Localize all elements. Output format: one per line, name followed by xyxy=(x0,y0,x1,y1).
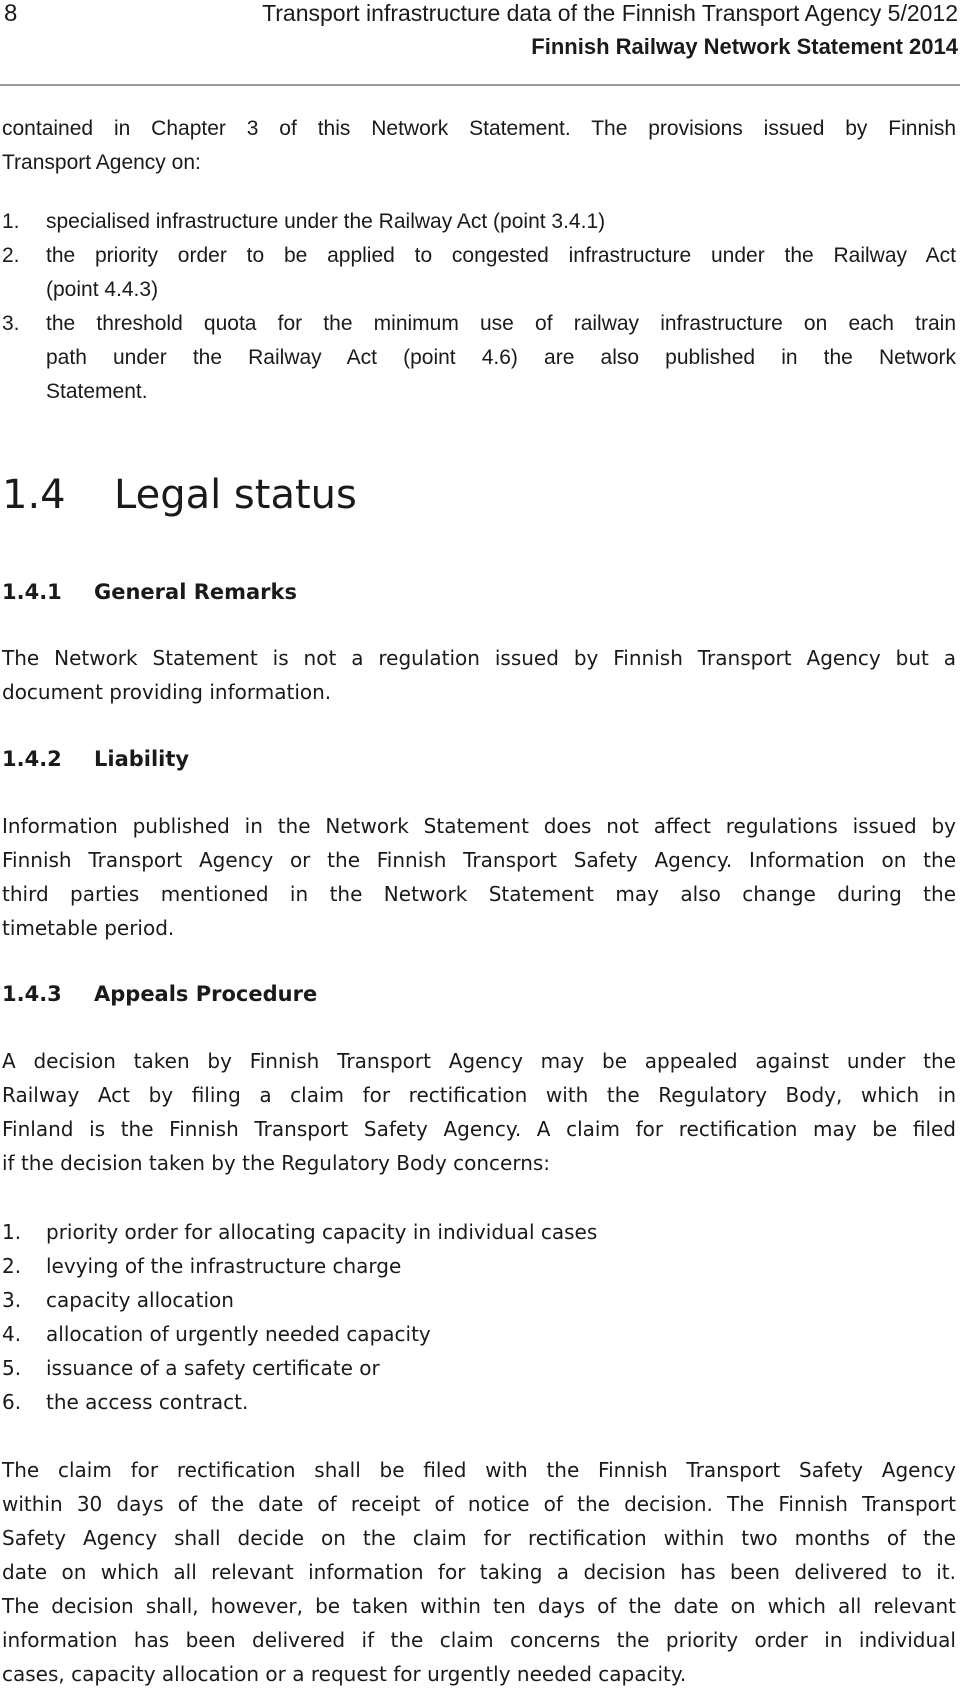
text-line: The Network Statement is not a regulation issued by Finnish Transport Agency but a xyxy=(2,646,956,670)
list-number: 2. xyxy=(2,1254,22,1278)
appeals-closing-paragraph xyxy=(2,1453,956,1691)
text-line: information has been delivered if the claim concerns the priority order in individual xyxy=(2,1628,956,1652)
subsection-number: 1.4.2 xyxy=(2,747,62,771)
text-line: Information published in the Network Statement does not affect regulations issued by xyxy=(2,814,956,838)
list-text: Statement. xyxy=(46,380,148,403)
appeals-paragraph xyxy=(2,1044,956,1180)
publication-title: Transport infrastructure data of the Finnish Transport Agency 5/2012 xyxy=(262,0,958,26)
subsection-title: Appeals Procedure xyxy=(94,982,318,1006)
text-line: Transport Agency on: xyxy=(2,151,201,174)
intro-paragraph xyxy=(2,112,956,180)
list-number: 1. xyxy=(2,210,20,233)
text-line: contained in Chapter 3 of this Network Statement. The provisions issued by Finnish xyxy=(2,117,956,140)
text-line: third parties mentioned in the Network Statement may also change during the xyxy=(2,882,956,906)
list-item xyxy=(2,307,956,409)
list-item xyxy=(2,205,956,239)
list-text: (point 4.4.3) xyxy=(46,278,159,301)
subsection-title: General Remarks xyxy=(94,580,297,604)
text-line: Railway Act by filing a claim for rectification with the Regulatory Body, which in xyxy=(2,1083,956,1107)
list-number: 4. xyxy=(2,1322,22,1346)
list-text: capacity allocation xyxy=(46,1288,234,1312)
list-text: allocation of urgently needed capacity xyxy=(46,1322,431,1346)
list-item xyxy=(2,1249,956,1283)
list-item xyxy=(2,1351,956,1385)
list-item xyxy=(2,1215,956,1249)
list-text: path under the Railway Act (point 4.6) are also published in the Network xyxy=(46,346,956,369)
list-text: specialised infrastructure under the Railway Act (point 3.4.1) xyxy=(46,210,606,233)
list-text: the access contract. xyxy=(46,1390,249,1414)
text-line: Safety Agency shall decide on the claim for rectification within two months of the xyxy=(2,1526,956,1550)
list-text: levying of the infrastructure charge xyxy=(46,1254,402,1278)
text-line: document providing information. xyxy=(2,680,332,704)
text-line: timetable period. xyxy=(2,916,175,940)
text-line: The decision shall, however, be taken within ten days of the date on which all relevant xyxy=(2,1594,956,1618)
list-item xyxy=(2,239,956,307)
subsection-heading-general xyxy=(2,580,297,604)
subsection-heading-liability xyxy=(2,747,189,771)
document-title: Finnish Railway Network Statement 2014 xyxy=(531,34,958,59)
list-number: 1. xyxy=(2,1220,22,1244)
text-line: cases, capacity allocation or a request for urgently needed capacity. xyxy=(2,1662,687,1686)
header-divider xyxy=(0,84,960,86)
list-number: 3. xyxy=(2,1288,22,1312)
text-line: A decision taken by Finnish Transport Agency may be appealed against under the xyxy=(2,1049,956,1073)
list-text: priority order for allocating capacity in individual cases xyxy=(46,1220,598,1244)
subsection-number: 1.4.1 xyxy=(2,580,62,604)
list-text: the priority order to be applied to congested infrastructure under the Railway Act xyxy=(46,244,956,267)
text-line: within 30 days of the date of receipt of notice of the decision. The Finnish Transport xyxy=(2,1492,956,1516)
subsection-heading-appeals xyxy=(2,982,317,1006)
section-heading xyxy=(2,472,357,518)
text-line: Finland is the Finnish Transport Safety Agency. A claim for rectification may be filed xyxy=(2,1117,956,1141)
subsection-number: 1.4.3 xyxy=(2,982,62,1006)
list-number: 6. xyxy=(2,1390,22,1414)
text-line: if the decision taken by the Regulatory Body concerns: xyxy=(2,1151,551,1175)
text-line: The claim for rectification shall be filed with the Finnish Transport Safety Agency xyxy=(2,1458,956,1482)
list-text: issuance of a safety certificate or xyxy=(46,1356,380,1380)
section-number: 1.4 xyxy=(2,472,66,518)
appeals-list xyxy=(2,1215,956,1419)
text-line: Finnish Transport Agency or the Finnish Transport Safety Agency. Information on the xyxy=(2,848,956,872)
intro-list xyxy=(2,205,956,409)
list-text: the threshold quota for the minimum use of railway infrastructure on each train xyxy=(46,312,956,335)
page-number: 8 xyxy=(4,0,18,27)
list-item xyxy=(2,1317,956,1351)
list-number: 3. xyxy=(2,312,20,335)
list-item xyxy=(2,1385,956,1419)
subsection-title: Liability xyxy=(94,747,190,771)
list-number: 2. xyxy=(2,244,20,267)
text-line: date on which all relevant information for taking a decision has been delivered to it. xyxy=(2,1560,956,1584)
general-paragraph xyxy=(2,641,956,709)
section-title: Legal status xyxy=(114,472,357,518)
liability-paragraph xyxy=(2,809,956,945)
list-number: 5. xyxy=(2,1356,22,1380)
list-item xyxy=(2,1283,956,1317)
